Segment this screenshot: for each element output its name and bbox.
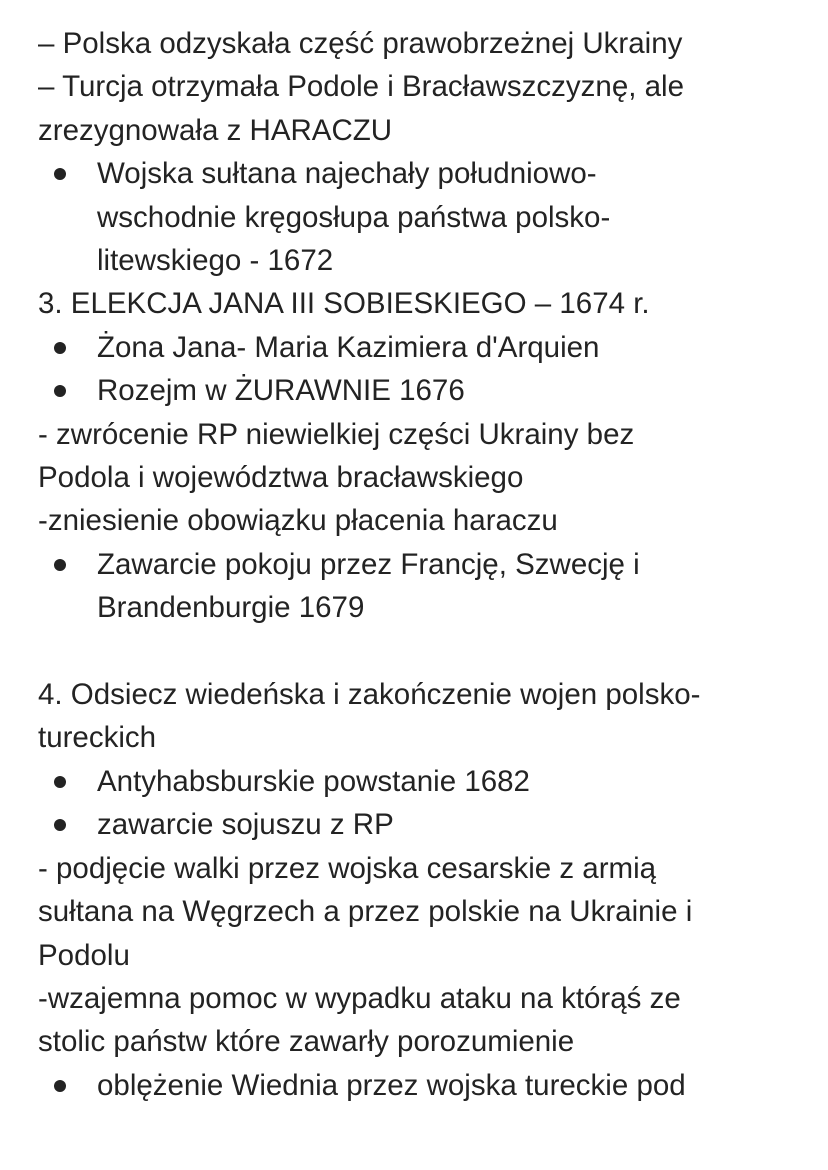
text-line: sułtana na Węgrzech a przez polskie na Ukrainie i xyxy=(38,895,693,929)
bullet-text: Wojska sułtana najechały południowo- xyxy=(97,157,597,191)
text-line: - zwrócenie RP niewielkiej części Ukrainy bez xyxy=(38,417,635,451)
bullet-text: Brandenburgie 1679 xyxy=(97,591,365,625)
blank-line xyxy=(38,630,808,673)
bullet-item xyxy=(38,1064,808,1107)
text-line: -wzajemna pomoc w wypadku ataku na którąś ze xyxy=(38,981,681,1015)
bullet-icon xyxy=(54,819,66,831)
text-line: zrezygnowała z HARACZU xyxy=(38,113,393,147)
bullet-item xyxy=(38,152,808,282)
bullet-text: oblężenie Wiednia przez wojska tureckie pod xyxy=(97,1068,686,1102)
bullet-item xyxy=(38,803,808,846)
bullet-text: Żona Jana- Maria Kazimiera d'Arquien xyxy=(97,330,600,364)
bullet-text: litewskiego - 1672 xyxy=(97,244,334,278)
bullet-icon xyxy=(54,559,66,571)
bullet-icon xyxy=(54,168,66,180)
document-body xyxy=(38,22,808,1107)
bullet-item xyxy=(38,369,808,412)
bullet-text: Antyhabsburskie powstanie 1682 xyxy=(97,764,530,798)
bullet-icon xyxy=(54,342,66,354)
text-line: Podolu xyxy=(38,938,130,972)
bullet-icon xyxy=(54,776,66,788)
text-line: stolic państw które zawarły porozumienie xyxy=(38,1025,575,1059)
text-line: – Polska odzyskała część prawobrzeżnej Ukrainy xyxy=(38,27,683,60)
section-heading: 4. Odsiecz wiedeńska i zakończenie wojen polsko- xyxy=(38,678,701,712)
bullet-item xyxy=(38,760,808,803)
bullet-item xyxy=(38,326,808,369)
text-line: - podjęcie walki przez wojska cesarskie z armią xyxy=(38,851,657,885)
section-heading: tureckich xyxy=(38,721,157,755)
text-line: Podola i województwa bracławskiego xyxy=(38,461,524,495)
section-heading: 3. ELEKCJA JANA III SOBIESKIEGO – 1674 r. xyxy=(38,287,650,321)
bullet-text: zawarcie sojuszu z RP xyxy=(97,808,394,842)
bullet-text: wschodnie kręgosłupa państwa polsko- xyxy=(97,200,611,234)
bullet-icon xyxy=(54,1080,66,1092)
bullet-text: Zawarcie pokoju przez Francję, Szwecję i xyxy=(97,547,640,581)
text-line: -zniesienie obowiązku płacenia haraczu xyxy=(38,504,558,538)
text-line: – Turcja otrzymała Podole i Bracławszczyznę, ale xyxy=(38,70,684,104)
bullet-icon xyxy=(54,385,66,397)
bullet-item xyxy=(38,543,808,630)
bullet-text: Rozejm w ŻURAWNIE 1676 xyxy=(97,374,465,408)
